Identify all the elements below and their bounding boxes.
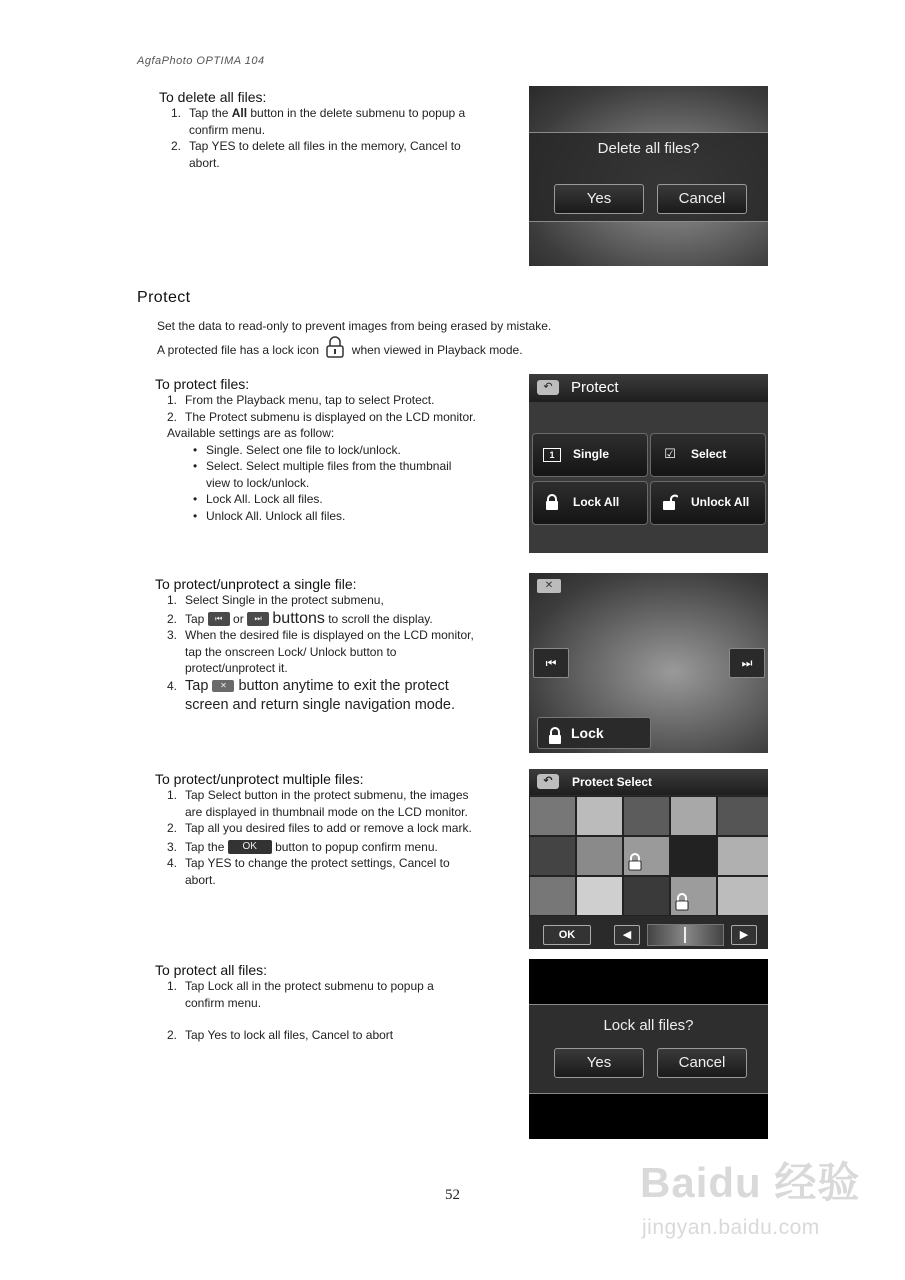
setting-single [155,442,525,459]
watermark-url: jingyan.baidu.com [642,1216,820,1239]
step-number: 1. [167,979,178,993]
single-file-heading: To protect/unprotect a single file: [155,576,357,592]
thumbnail[interactable] [670,836,717,876]
protect-intro-1: Set the data to read-only to prevent images from being erased by mistake. [157,319,552,333]
lock-icon [548,724,562,753]
step-text: Select [185,593,222,607]
close-icon[interactable]: ✕ [537,579,561,593]
setting-keyword: Select [206,459,240,473]
single-step-1 [155,592,525,609]
step-number: 2. [171,139,182,153]
thumbnail[interactable] [576,796,623,836]
step-text: button anytime to exit the protect [238,677,449,694]
delete-all-section [159,89,519,171]
unlock-all-button[interactable] [650,481,766,525]
step-number: 2. [167,611,178,626]
step-keyword: Protect [393,393,432,407]
delete-dialog-screenshot [529,86,768,266]
step-text: Tap YES to change the protect settings, [185,856,399,870]
step-text: Tap the [185,839,225,854]
single-file-screenshot [529,573,768,753]
lock-dialog-question: Lock all files? [603,1017,694,1034]
bullet: • [193,442,198,457]
lock-all-button[interactable] [532,481,648,525]
delete-dialog-question: Delete all files? [597,140,700,157]
protect-select-title: Protect Select [572,775,653,789]
setting-text: . Lock all files. [247,492,323,506]
scroll-left-icon[interactable]: ◀ [614,925,640,945]
step-keyword: Single [221,593,256,607]
step-text: button to popup confirm menu. [275,839,438,854]
yes-button[interactable]: Yes [554,1048,644,1078]
step-text: button in the delete submenu to popup a [247,106,466,120]
next-icon[interactable]: ⏭ [729,648,765,678]
thumbnail[interactable] [623,876,670,916]
step-keyword: Lock all [207,979,249,993]
bullet: • [193,459,198,473]
step-text: tap the onscreen [185,644,278,659]
thumbnail[interactable] [623,796,670,836]
back-icon[interactable]: ↶ [537,774,559,789]
single-step-4 [155,677,525,715]
step-keyword: Yes [207,1028,228,1042]
cancel-button[interactable]: Cancel [657,1048,747,1078]
step-text: Tap all you desired files to add or remove a lock mark. [185,821,472,835]
step-keyword: Lock/ Unlock [277,644,347,659]
setting-text: . Unlock all files. [258,508,346,523]
step-text: in the protect submenu, [255,593,384,607]
scroll-bar[interactable] [647,924,724,946]
step-text: to [436,856,450,870]
multiple-step-4 [155,855,525,888]
setting-keyword: Unlock All [206,508,259,523]
ok-icon: OK [228,840,272,854]
thumbnail[interactable] [529,836,576,876]
setting-select [155,458,525,491]
step-number: 1. [167,393,178,407]
step-number: 2. [167,409,178,424]
step-text: are displayed in thumbnail mode on the LCD monitor. [185,804,468,819]
thumbnail[interactable] [576,876,623,916]
intro-text: when viewed in Playback mode. [351,343,523,357]
lock-dialog-screenshot [529,959,768,1139]
thumbnail[interactable] [670,796,717,836]
lock-icon [628,853,642,871]
step-text: . [431,393,435,407]
thumbnail[interactable] [717,876,768,916]
single-step-2 [155,611,525,628]
step-text: or [233,611,244,626]
step-keyword: Select [207,788,242,802]
step-text: button to [346,644,397,659]
step-text: protect/unprotect it. [185,661,288,675]
protect-all-heading: To protect all files: [155,962,268,978]
thumbnail[interactable] [717,836,768,876]
step-text: Tap [185,611,205,626]
step-text: abort. [189,155,220,170]
setting-text: view to lock/unlock. [206,475,310,490]
step-text: button in the protect submenu, the images [241,788,469,802]
scroll-thumb[interactable] [684,927,686,943]
step-text: When the desired file is displayed on the LCD monitor, [185,628,474,642]
unlock-all-label: Unlock All [691,495,750,509]
multiple-files-heading: To protect/unprotect multiple files: [155,771,364,787]
bullet: • [193,508,198,523]
step-text: to scroll the display. [324,611,433,626]
step-number: 2. [167,1028,178,1042]
ok-button[interactable]: OK [543,925,591,945]
lock-all-label: Lock All [573,495,620,509]
thumbnail[interactable] [529,796,576,836]
thumbnail[interactable] [576,836,623,876]
multiple-step-3 [155,839,525,856]
thumbnail[interactable] [623,836,670,876]
next-icon: ⏭ [247,612,269,626]
protect-section-title: Protect [137,289,191,306]
previous-icon: ⏮ [208,612,230,626]
step-number: 1. [171,106,182,120]
step-text: confirm menu. [189,122,266,137]
step-keyword: All [231,106,248,120]
step-number: 4. [167,856,178,870]
setting-text: . Select one file to lock/unlock. [239,442,401,457]
step-text: to [447,139,461,153]
document-header: AgfaPhoto OPTIMA 104 [137,55,265,67]
unlock-icon [661,494,679,510]
step-text: Tap [185,1028,208,1042]
multi-select-icon: ☑ [664,446,676,461]
intro-text: A protected file has a lock icon [157,343,320,357]
step-text: Tap [185,677,209,694]
single-step-3 [155,627,525,677]
protect-all-section [155,962,525,1044]
protect-menu-title: Protect [571,379,619,396]
delete-all-heading: To delete all files: [159,89,267,105]
step-number: 1. [167,593,178,607]
step-text: Tap [185,979,208,993]
thumbnail[interactable] [670,876,717,916]
cancel-button[interactable]: Cancel [657,184,747,214]
lock-label: Lock [571,725,604,741]
protect-step-2 [155,409,525,426]
setting-text: . Select multiple files from the thumbnail [239,459,452,473]
setting-lock-all [155,491,525,508]
protect-all-step-2 [155,1027,525,1044]
single-file-section [155,576,525,715]
protect-files-section [155,376,525,524]
step-text: to lock all files, [227,1028,312,1042]
step-keyword: Cancel [311,1028,350,1042]
step-number: 3. [167,628,178,642]
protect-menu-header [529,374,768,402]
step-text: in the protect submenu to popup a [248,979,434,993]
protect-menu-screenshot [529,374,768,553]
protect-all-step-1 [155,978,525,1011]
thumbnail[interactable] [717,796,768,836]
setting-unlock-all [155,508,525,525]
previous-icon[interactable]: ⏮ [533,648,569,678]
step-number: 2. [167,821,178,835]
delete-step-2 [159,138,519,171]
protect-select-header [529,769,768,795]
step-text: Tap [185,788,208,802]
back-icon[interactable]: ↶ [537,380,559,395]
step-number: 4. [167,678,178,693]
delete-step-1 [159,105,519,138]
step-text: From the Playback menu, tap to select [185,393,394,407]
single-label: Single [573,447,610,461]
protect-step-1 [155,392,525,409]
lock-icon [543,494,561,510]
select-label: Select [691,447,727,461]
step-number: 3. [167,839,178,854]
protect-files-heading: To protect files: [155,376,250,392]
step-text: abort. [185,872,216,887]
thumbnail[interactable] [529,876,576,916]
multiple-step-2 [155,820,525,837]
page-number: 52 [445,1187,460,1203]
watermark-brand: Baidu 经验 [640,1159,861,1206]
step-text: to abort [349,1028,394,1042]
step-text: confirm menu. [185,995,262,1010]
step-keyword: Cancel [410,139,448,153]
yes-button[interactable]: Yes [554,184,644,214]
single-icon: 1 [543,448,561,462]
multiple-files-section [155,771,525,888]
multiple-step-1 [155,787,525,820]
single-button[interactable] [532,433,648,477]
setting-keyword: Lock All [206,492,248,506]
step-text: The Protect submenu is displayed on the LCD monitor. [185,409,476,424]
step-text: buttons [272,609,325,627]
protect-step-2-cont: Available settings are as follow: [167,426,335,440]
lock-icon [325,336,345,367]
step-keyword: Cancel [398,856,437,870]
close-icon: ✕ [212,680,234,692]
protect-intro-2 [157,336,523,367]
lock-button[interactable] [537,717,651,749]
protect-select-screenshot [529,769,768,949]
step-text: Tap the [189,106,232,120]
step-text: screen and return single navigation mode. [185,696,456,713]
select-button[interactable] [650,433,766,477]
setting-keyword: Single [206,442,240,457]
bullet: • [193,492,198,506]
lock-icon [675,893,689,911]
step-number: 1. [167,788,178,802]
scroll-right-icon[interactable]: ▶ [731,925,757,945]
step-text: Tap YES to delete all files in the memory, [189,139,410,153]
